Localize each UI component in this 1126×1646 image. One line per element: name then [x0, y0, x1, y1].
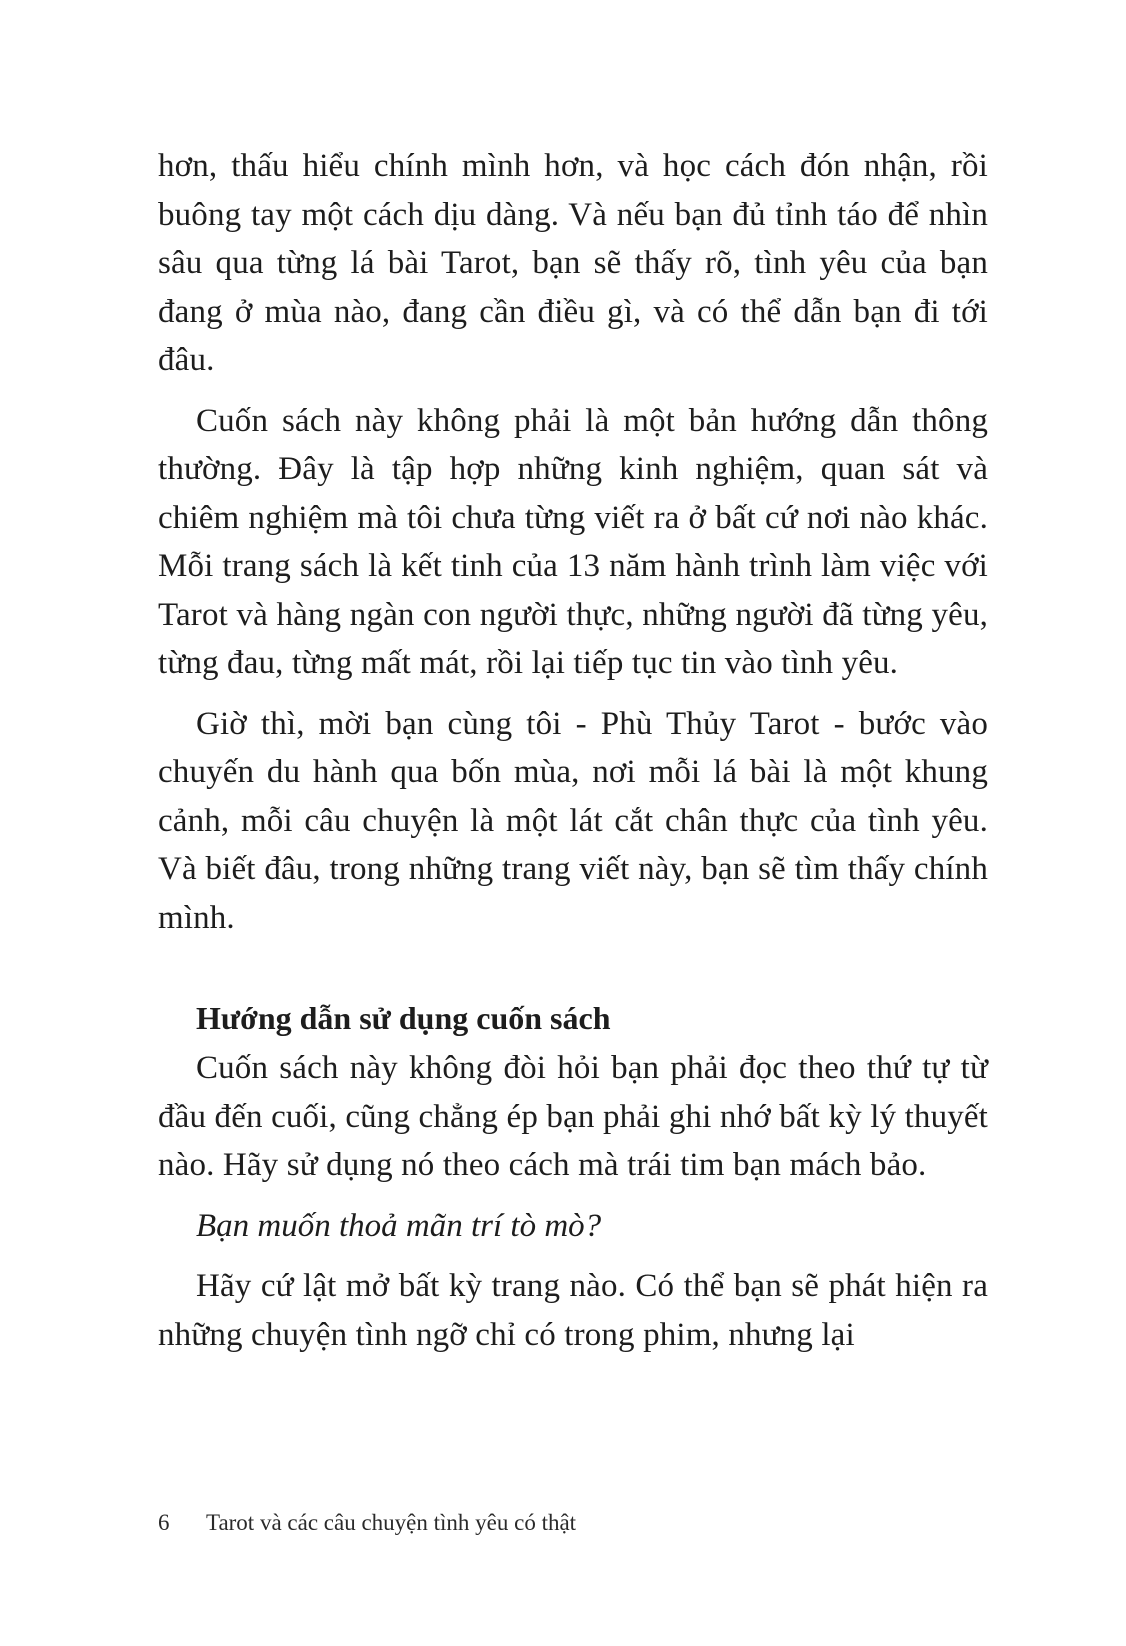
paragraph-continued: hơn, thấu hiểu chính mình hơn, và học cách đón nhận, rồi buông tay một cách dịu dàng. Và nếu bạn đủ tỉnh táo để nhìn sâu qua từng lá bài Tarot, bạn sẽ thấy rõ, tình yêu của bạn đang ở mùa nào, đang cần điều gì, và có thể dẫn bạn đi tới đâu. [158, 148, 988, 378]
italic-question: Bạn muốn thoả mãn trí tò mò? [196, 1207, 602, 1244]
paragraph-about-book: Cuốn sách này không phải là một bản hướng dẫn thông thường. Đây là tập hợp những kinh nghiệm, quan sát và chiêm nghiệm mà tôi chưa từng viết ra ở bất cứ nơi nào khác. Mỗi trang sách là kết tinh của 13 năm hành trình làm việc với Tarot và hàng ngàn con người thực, những người đã từng yêu, từng đau, từng mất mát, rồi lại tiếp tục tin vào tình yêu. [158, 402, 988, 681]
paragraph-invitation: Giờ thì, mời bạn cùng tôi - Phù Thủy Tarot - bước vào chuyến du hành qua bốn mùa, nơi mỗi lá bài là một khung cảnh, mỗi câu chuyện là một lát cắt chân thực của tình yêu. Và biết đâu, trong những trang viết này, bạn sẽ tìm thấy chính mình. [158, 705, 988, 936]
paragraph-open-any-page: Hãy cứ lật mở bất kỳ trang nào. Có thể bạn sẽ phát hiện ra những chuyện tình ngỡ chỉ có trong phim, nhưng lại [158, 1268, 988, 1353]
page-body [158, 142, 988, 1359]
running-title: Tarot và các câu chuyện tình yêu có thật [206, 1510, 577, 1535]
page-footer [158, 1508, 576, 1538]
page-number: 6 [158, 1510, 170, 1535]
section-heading: Hướng dẫn sử dụng cuốn sách [196, 1000, 611, 1036]
paragraph-usage: Cuốn sách này không đòi hỏi bạn phải đọc theo thứ tự từ đầu đến cuối, cũng chẳng ép bạn phải ghi nhớ bất kỳ lý thuyết nào. Hãy sử dụng nó theo cách mà trái tim bạn mách bảo. [158, 1050, 988, 1183]
